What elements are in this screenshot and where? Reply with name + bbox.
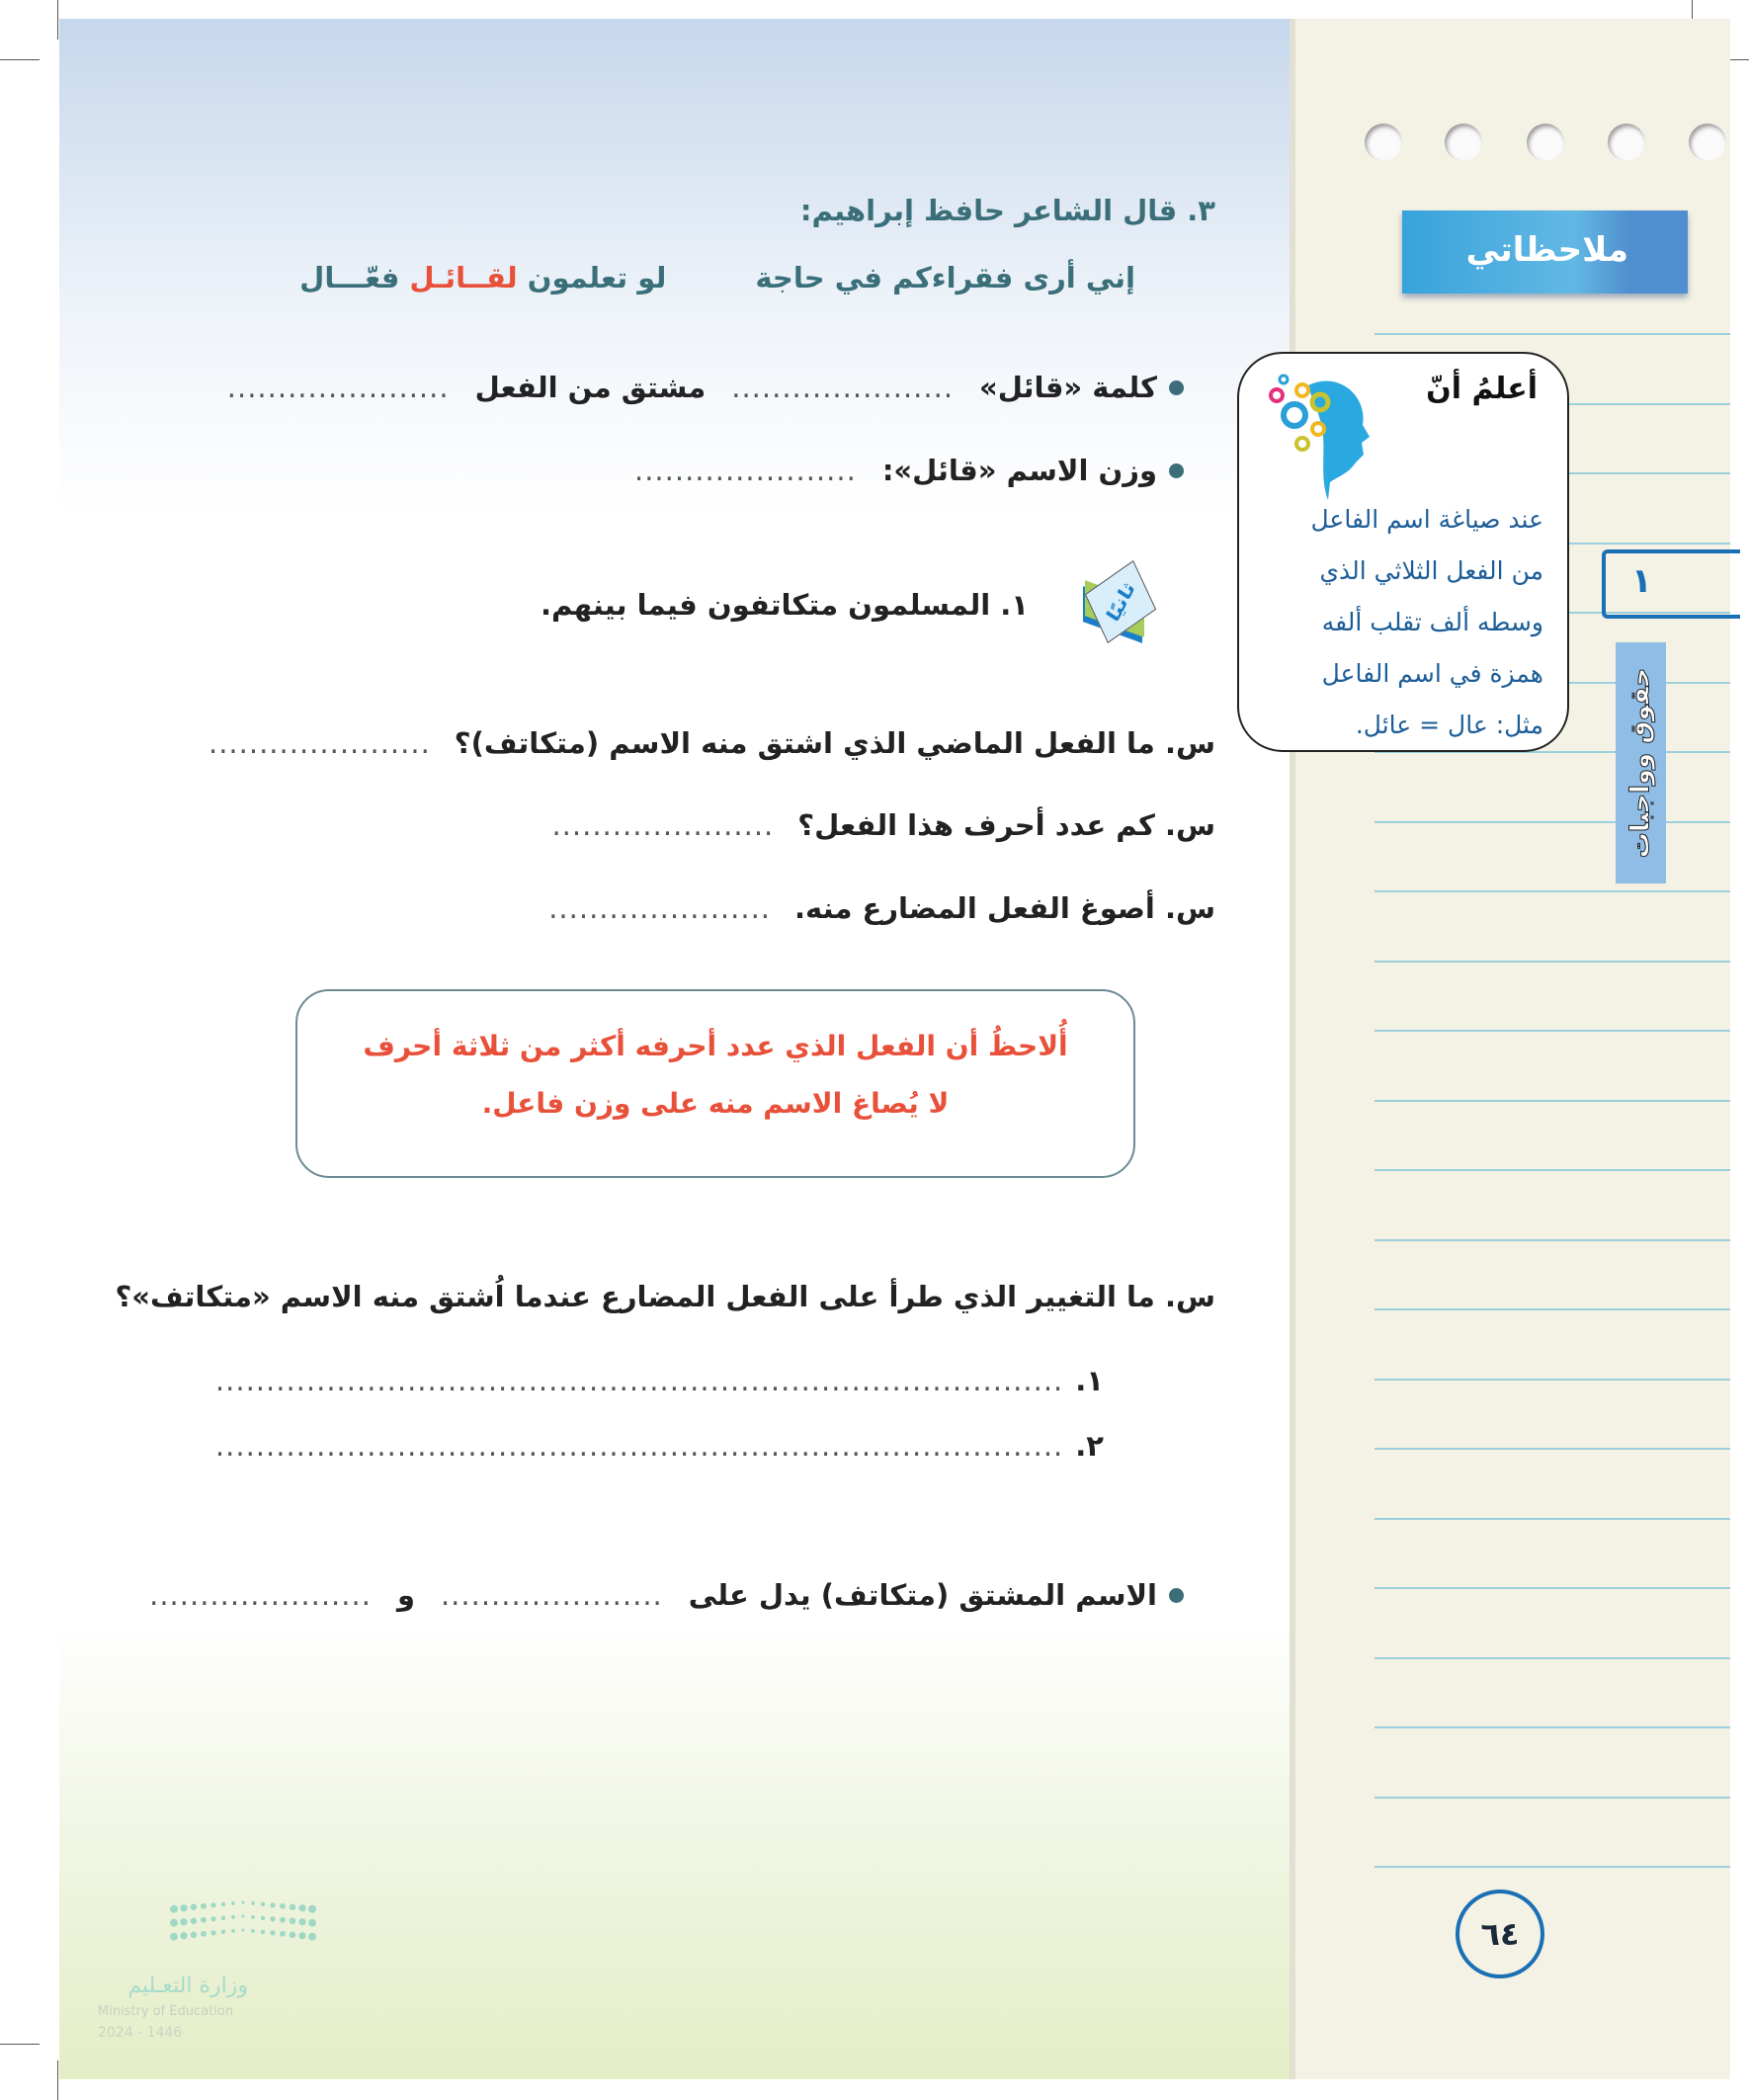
binder-hole [1527, 124, 1564, 161]
answer-blank[interactable]: ...................... [208, 726, 431, 760]
logo-dot [221, 1930, 226, 1935]
derived-noun-meaning: الاسم المشتق (متكاتف) يدل على [688, 1578, 1157, 1612]
ruled-line [1374, 821, 1730, 823]
logo-dot [308, 1905, 316, 1913]
logo-arabic: وزارة التعـليم [127, 1974, 248, 1998]
and-label: و [396, 1578, 415, 1612]
item-number: ١. [1075, 1364, 1104, 1397]
logo-dot [280, 1917, 286, 1923]
ruled-line [1374, 1239, 1730, 1241]
logo-dot [191, 1904, 198, 1911]
logo-dot [191, 1932, 198, 1939]
ruled-line [1374, 961, 1730, 963]
answer-blank[interactable]: ...................... [226, 371, 450, 404]
answer-blank[interactable]: ...................... [548, 891, 772, 925]
logo-dot [270, 1916, 275, 1921]
info-line: من الفعل الثلاثي الذي [1319, 556, 1543, 585]
logo-dot [251, 1901, 255, 1905]
logo-dot [170, 1905, 178, 1913]
exercise-title: ٣. قال الشاعر حافظ إبراهيم: [799, 194, 1215, 227]
logo-dot [270, 1902, 275, 1907]
unit-ribbon [1616, 642, 1666, 883]
derived-from-verb: مشتق من الفعل [474, 371, 707, 404]
logo-dot [201, 1917, 207, 1923]
logo-dot [261, 1916, 266, 1921]
notes-tab: ملاحظاتي [1402, 210, 1688, 294]
item-number: ٢. [1075, 1429, 1104, 1463]
logo-dot [290, 1918, 296, 1925]
logo-dot [231, 1929, 235, 1933]
question-word-qail: كلمة «قائل» [979, 371, 1157, 404]
question-change: س. ما التغيير الذي طرأ على الفعل المضارع عندما اُشتق منه الاسم «متكاتف»؟ [115, 1280, 1215, 1313]
logo-dot [201, 1931, 207, 1937]
head-gears-icon [1259, 366, 1377, 504]
answer-blank[interactable]: ...................... [149, 1578, 372, 1612]
answer-blank[interactable]: ...................... [551, 808, 775, 842]
logo-dot [210, 1902, 215, 1907]
info-box [1237, 352, 1569, 752]
logo-dot [180, 1918, 187, 1925]
ruled-line [1374, 1448, 1730, 1450]
logo-dot [241, 1914, 244, 1917]
logo-dot [170, 1933, 178, 1941]
logo-dot [298, 1918, 305, 1925]
info-line: وسطه ألف تقلب ألفه [1321, 608, 1543, 636]
logo-dot [241, 1900, 244, 1903]
logo-year: 2024 - 1446 [98, 2025, 183, 2041]
bullet [1169, 1588, 1184, 1603]
answer-blank[interactable]: .................................................................................... [214, 1364, 1064, 1397]
unit-number-box: ١ [1602, 549, 1740, 619]
logo-dot [290, 1932, 296, 1939]
question-letter-count: س. كم عدد أحرف هذا الفعل؟ [797, 808, 1215, 842]
info-line: مثل: عال = عائل. [1355, 711, 1543, 739]
binder-hole [1608, 124, 1645, 161]
example-sentence: ١. المسلمون متكاتفون فيما بينهم. [541, 588, 1029, 622]
bullet [1169, 380, 1184, 395]
verse-first-half: إني أرى فقراءكم في حاجة [755, 261, 1135, 294]
logo-dot [261, 1902, 266, 1907]
logo-dot [298, 1904, 305, 1911]
logo-dot [231, 1901, 235, 1905]
logo-dot [270, 1930, 275, 1935]
ruled-line [1374, 1169, 1730, 1171]
binder-hole [1445, 124, 1482, 161]
logo-dot [251, 1929, 255, 1933]
logo-dot [221, 1916, 226, 1921]
badge-label: ثانيًا [1102, 577, 1139, 627]
observation-note [295, 989, 1135, 1178]
section-badge [1077, 567, 1158, 640]
info-title: أعلمُ أنّ [1426, 372, 1538, 406]
info-line: همزة في اسم الفاعل [1321, 659, 1543, 688]
ruled-line [1374, 1866, 1730, 1868]
verse-second-half: لو تعلمون لقــائـل فعّـــال [299, 261, 667, 294]
logo-dot [251, 1915, 255, 1919]
logo-dot [308, 1919, 316, 1927]
logo-dot [241, 1928, 244, 1931]
logo-dot [191, 1918, 198, 1925]
logo-dot [298, 1932, 305, 1939]
logo-dot [261, 1930, 266, 1935]
note-line: لا يُصاغ الاسم منه على وزن فاعل. [481, 1087, 950, 1120]
binder-hole [1365, 124, 1402, 161]
logo-dot [290, 1904, 296, 1911]
ruled-line [1374, 1797, 1730, 1799]
notes-sidebar [1290, 19, 1730, 2079]
question-present-verb: س. أصوغ الفعل المضارع منه. [794, 891, 1215, 925]
logo-dot [180, 1904, 187, 1911]
logo-dots-icon [169, 1898, 327, 1948]
bullet [1169, 463, 1184, 478]
ruled-line [1374, 333, 1730, 335]
ruled-line [1374, 1726, 1730, 1728]
logo-dot [210, 1916, 215, 1921]
answer-blank[interactable]: ...................... [634, 454, 857, 487]
logo-english: Ministry of Education [98, 2004, 234, 2019]
logo-dot [280, 1903, 286, 1909]
logo-dot [308, 1933, 316, 1941]
ruled-line [1374, 1518, 1730, 1520]
ruled-line [1374, 890, 1730, 892]
logo-dot [170, 1919, 178, 1927]
binder-hole [1689, 124, 1726, 161]
logo-dot [231, 1915, 235, 1919]
logo-dot [280, 1931, 286, 1937]
logo-dot [180, 1932, 187, 1939]
logo-dot [221, 1902, 226, 1907]
note-line: أُلاحظُ أن الفعل الذي عدد أحرفه أكثر من ثلاثة أحرف [363, 1030, 1068, 1062]
answer-blank[interactable]: ...................... [731, 371, 955, 404]
ruled-line [1374, 1657, 1730, 1659]
answer-blank[interactable]: .................................................................................... [214, 1429, 1064, 1463]
ministry-logo [98, 1898, 335, 2041]
ruled-line [1374, 1587, 1730, 1589]
ruled-line [1374, 1030, 1730, 1032]
question-past-verb: س. ما الفعل الماضي الذي اشتق منه الاسم (متكاتف)؟ [454, 726, 1215, 760]
ruled-line [1374, 1379, 1730, 1381]
info-line: عند صياغة اسم الفاعل [1310, 505, 1543, 534]
ruled-line [1374, 1100, 1730, 1102]
ruled-line [1374, 1308, 1730, 1310]
ribbon-label: حقوق وواجبات [1625, 667, 1656, 859]
answer-blank[interactable]: ...................... [440, 1578, 663, 1612]
weight-question: وزن الاسم «قائل»: [881, 454, 1157, 487]
page-number: ٦٤ [1456, 1890, 1544, 1978]
logo-dot [201, 1903, 207, 1909]
logo-dot [210, 1930, 215, 1935]
